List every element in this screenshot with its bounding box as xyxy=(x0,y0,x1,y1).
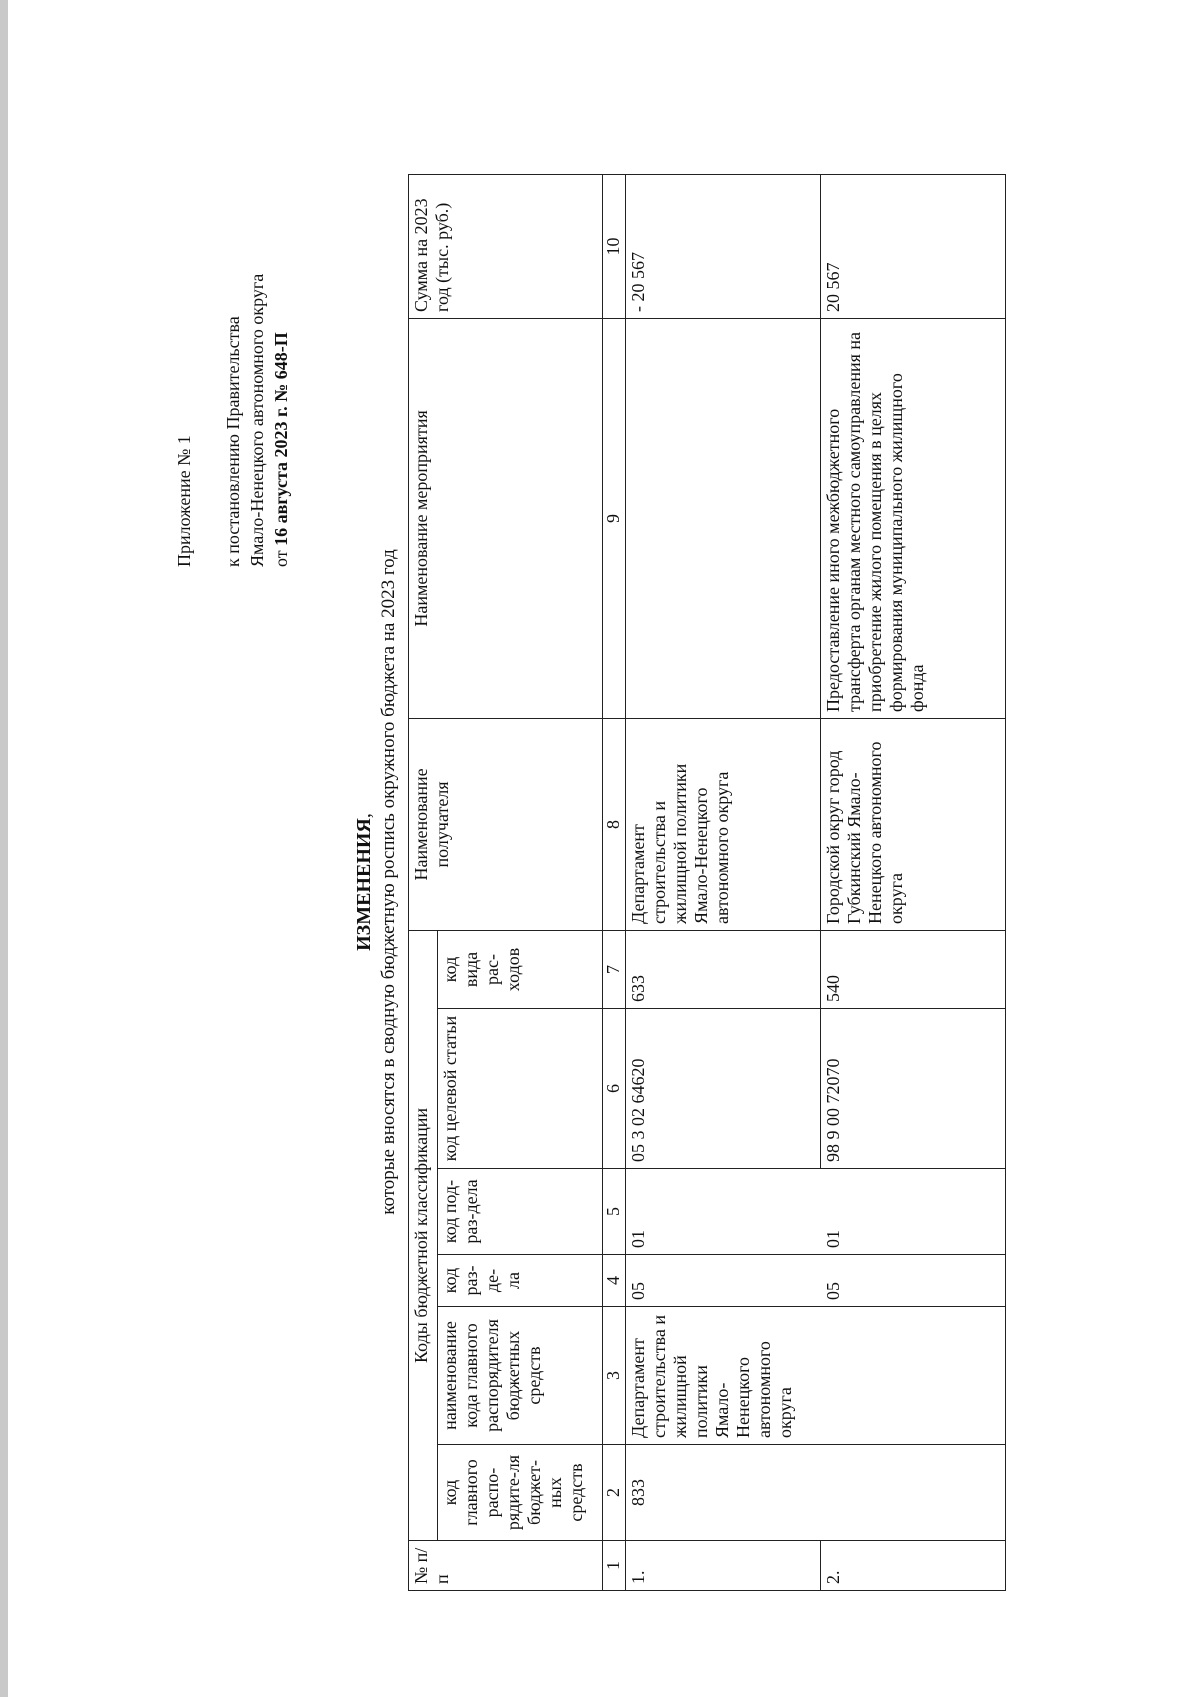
resolution-date-line xyxy=(269,274,293,567)
index-cell: 5 xyxy=(603,1169,626,1255)
column-index-row xyxy=(603,174,626,1590)
index-cell: 7 xyxy=(603,930,626,1008)
index-cell: 3 xyxy=(603,1307,626,1445)
row-num: 2. xyxy=(821,1541,1006,1591)
row-subsection-value: 01 xyxy=(823,1230,843,1248)
row-event xyxy=(626,318,821,718)
index-cell: 8 xyxy=(603,718,626,930)
title-main: ИЗМЕНЕНИЯ xyxy=(353,818,375,951)
row-target: 05 3 02 64620 xyxy=(626,1009,821,1169)
table-header-row-1 xyxy=(409,174,438,1590)
row-gr-name: Департамент строительства и жилищной политики Ямало-Ненецкого автономного округа xyxy=(626,1307,1006,1445)
row-subsection-value: 01 xyxy=(628,1230,648,1248)
header-gr-name: наименование кода главного распорядителя бюджетных средств xyxy=(438,1307,603,1445)
changes-table xyxy=(408,174,1006,1591)
header-gr-code: код главного распо-рядите-ля бюджет-ных средств xyxy=(438,1445,603,1541)
index-cell: 6 xyxy=(603,1009,626,1169)
row-gr-code: 833 xyxy=(626,1445,1006,1541)
row-section-value: 05 xyxy=(823,1282,843,1300)
header-expense: код вида рас-ходов xyxy=(438,930,603,1008)
row-expense: 633 xyxy=(626,930,821,1008)
row-section-value: 05 xyxy=(628,1282,648,1300)
row-sum: 20 567 xyxy=(821,174,1006,318)
header-section: код раз-де-ла xyxy=(438,1255,603,1307)
row-num: 1. xyxy=(626,1541,821,1591)
rotated-document-page xyxy=(0,70,1150,1697)
index-cell: 2 xyxy=(603,1445,626,1541)
index-cell: 1 xyxy=(603,1541,626,1591)
header-event: Наименование мероприятия xyxy=(409,318,603,718)
row-event-cell xyxy=(821,318,1006,718)
header-num: № п/п xyxy=(409,1541,603,1591)
index-cell: 9 xyxy=(603,318,626,718)
header-recipient: Наименование получателя xyxy=(409,718,603,930)
header-sum: Сумма на 2023 год (тыс. руб.) xyxy=(409,174,603,318)
resolution-line-2: Ямало-Ненецкого автономного округа xyxy=(247,273,267,567)
row-sum: - 20 567 xyxy=(626,174,821,318)
header-target: код целевой статьи xyxy=(438,1009,603,1169)
row-target: 98 9 00 72070 xyxy=(821,1009,1006,1169)
index-cell: 10 xyxy=(603,174,626,318)
row-recipient: Городской округ город Губкинский Ямало-Ненецкого автономного округа xyxy=(821,718,1006,930)
appendix-label: Приложение № 1 xyxy=(174,435,194,567)
title-suffix: , xyxy=(353,813,375,819)
row-recipient: Департамент строительства и жилищной политики Ямало-Ненецкого автономного округа xyxy=(626,718,821,930)
index-cell: 4 xyxy=(603,1255,626,1307)
header-budget-codes: Коды бюджетной классификации xyxy=(409,930,438,1540)
document-subtitle: которые вносятся в сводную бюджетную роспись окружного бюджета на 2023 год xyxy=(378,549,399,1215)
row-event: Предоставление иного межбюджетного трансферта органам местного самоуправления на приобретение жилого помещения в целях формирования муниципального жилищного фонда xyxy=(823,331,927,712)
row-section xyxy=(626,1255,1006,1307)
document-header xyxy=(172,274,293,567)
from-prefix: от xyxy=(271,550,291,567)
header-subsection: код под-раз-дела xyxy=(438,1169,603,1255)
resolution-line-1: к постановлению Правительства xyxy=(223,316,243,567)
row-subsection xyxy=(626,1169,1006,1255)
row-expense: 540 xyxy=(821,930,1006,1008)
table-row xyxy=(626,174,821,1590)
document-title xyxy=(352,207,376,1557)
resolution-date-number: 16 августа 2023 г. № 648-П xyxy=(271,332,291,546)
